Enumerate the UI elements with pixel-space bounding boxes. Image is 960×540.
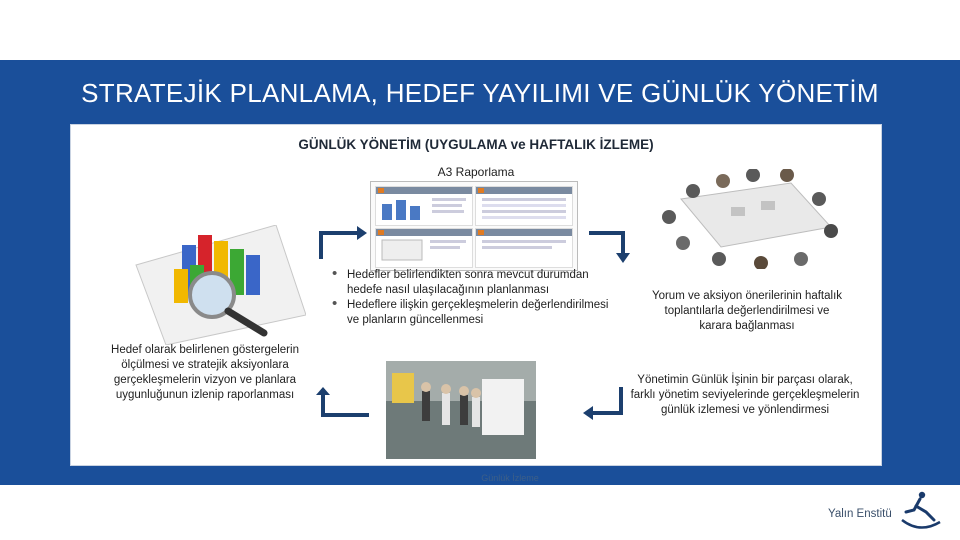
runner-logo-icon [898, 490, 942, 530]
daily-monitoring-caption: Günlük İzleme [481, 473, 539, 483]
arrow-icon [581, 385, 629, 425]
chart-magnifier-icon [116, 225, 306, 345]
panel-title: GÜNLÜK YÖNETİM (UYGULAMA ve HAFTALIK İZLEME) [298, 137, 654, 152]
left-description: Hedef olarak belirlenen göstergelerin ölçülmesi ve stratejik aksiyonlara gerçekleşmelerin vizyon ve planlara uygunluğunun izlenip raporlanması [111, 344, 299, 401]
arrow-icon [313, 223, 367, 263]
planning-bullets [330, 268, 620, 328]
bullet-item: • Hedefler belirlendikten sonra mevcut durumdan hedefe nasıl ulaşılacağının planlanması [330, 268, 620, 298]
report-quadrant [475, 228, 573, 268]
daily-monitoring-photo [386, 361, 536, 459]
report-quadrant [375, 186, 473, 226]
logo-text: Yalın Enstitü [828, 508, 892, 520]
arrow-icon [587, 225, 633, 265]
meeting-table-icon [641, 169, 841, 269]
a3-report-subtitle: A3 Raporlama [437, 165, 515, 179]
report-quadrant [475, 186, 573, 226]
right-top-description: Yorum ve aksiyon önerilerinin haftalık toplantılarla değerlendirilmesi ve karara bağlanması [651, 290, 843, 332]
content-panel [70, 124, 882, 466]
a3-report-image [370, 181, 578, 271]
arrow-icon [315, 387, 369, 427]
right-bottom-description: Yönetimin Günlük İşinin bir parçası olarak, farklı yönetim seviyelerinde gerçekleşmelerin günlük izlemesi ve yönlendirmesi [630, 374, 860, 416]
slide-title: STRATEJİK PLANLAMA, HEDEF YAYILIMI VE GÜNLÜK YÖNETİM [81, 78, 879, 108]
report-quadrant [375, 228, 473, 268]
bullet-item: • Hedeflere ilişkin gerçekleşmelerin değerlendirilmesi ve planların güncellenmesi [330, 298, 620, 328]
